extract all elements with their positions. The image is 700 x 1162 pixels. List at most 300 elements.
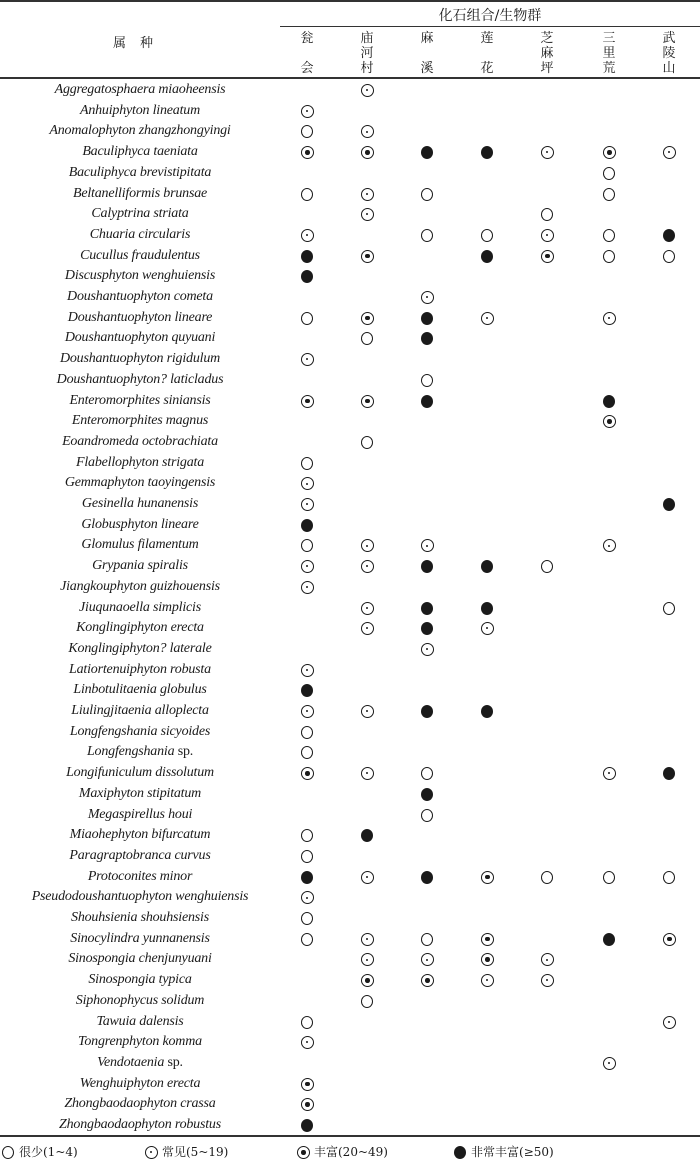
table-row — [0, 163, 700, 184]
table-row — [0, 660, 700, 681]
table-row — [0, 411, 700, 432]
taxon-name — [0, 908, 280, 928]
taxon-name-text: Flabellophyton strigata — [75, 454, 204, 470]
dot-circle-icon — [421, 291, 434, 304]
table-row — [0, 701, 700, 722]
taxon-name — [0, 825, 280, 845]
table-row — [0, 287, 700, 308]
taxon-name — [0, 432, 280, 452]
bullseye-circle-icon — [481, 953, 494, 966]
dot-circle-icon — [603, 539, 616, 552]
bullseye-circle-icon — [301, 146, 314, 159]
taxon-name — [0, 163, 280, 183]
dot-circle-icon — [603, 1057, 616, 1070]
abundance-legend — [0, 1143, 700, 1161]
legend-label: 丰富(20~49) — [314, 1145, 388, 1159]
taxon-name-text: Anomalophyton zhangzhongyingi — [49, 123, 231, 139]
dot-circle-icon — [301, 891, 314, 904]
filled-circle-icon — [663, 767, 675, 780]
taxon-name — [0, 639, 280, 659]
taxon-name — [0, 660, 280, 680]
bullseye-circle-icon — [361, 146, 374, 159]
dot-circle-icon — [361, 767, 374, 780]
open-circle-icon — [2, 1146, 14, 1159]
taxon-name — [0, 742, 280, 762]
dot-circle-icon — [301, 1036, 314, 1049]
table-row — [0, 80, 700, 101]
table-row — [0, 370, 700, 391]
taxon-name-text: Baculiphyca brevistipitata — [68, 164, 212, 180]
taxon-name-text: Doushantuophyton? laticladus — [56, 371, 224, 387]
bullseye-circle-icon — [481, 871, 494, 884]
filled-circle-icon — [421, 871, 433, 884]
table-row — [0, 784, 700, 805]
taxon-name — [0, 1032, 280, 1052]
legend-label: 非常丰富(≥50) — [471, 1145, 554, 1159]
filled-circle-icon — [301, 871, 313, 884]
table-row — [0, 142, 700, 163]
taxon-name — [0, 722, 280, 742]
column-header-char: 荒 — [602, 61, 616, 76]
bullseye-circle-icon — [297, 1146, 310, 1159]
dot-circle-icon — [541, 953, 554, 966]
table-row — [0, 266, 700, 287]
taxon-name — [0, 494, 280, 514]
table-top-rule — [0, 0, 700, 2]
column-header-char: 村 — [360, 61, 374, 76]
taxon-name — [0, 556, 280, 576]
open-circle-icon — [421, 767, 433, 780]
taxon-name — [0, 287, 280, 307]
dot-circle-icon — [145, 1146, 158, 1159]
open-circle-icon — [301, 829, 313, 842]
table-row — [0, 722, 700, 743]
taxon-name — [0, 515, 280, 535]
taxon-name — [0, 805, 280, 825]
taxon-name-text: Glomulus filamentum — [81, 537, 199, 553]
filled-circle-icon — [421, 395, 433, 408]
open-circle-icon — [301, 726, 313, 739]
column-header-lianhua — [477, 31, 497, 76]
table-bottom-rule — [0, 1135, 700, 1137]
table-row — [0, 846, 700, 867]
taxon-suffix: sp. — [164, 1054, 183, 1070]
table-row — [0, 742, 700, 763]
open-circle-icon — [301, 933, 313, 946]
taxon-name-text: Chuaria circularis — [89, 226, 191, 242]
open-circle-icon — [541, 208, 553, 221]
table-row — [0, 598, 700, 619]
taxon-name — [0, 846, 280, 866]
bullseye-circle-icon — [301, 767, 314, 780]
taxon-name-text: Longfengshania sicyoides — [69, 723, 211, 739]
taxon-name-text: Longifuniculum dissolutum — [66, 765, 214, 781]
taxon-name-text: Liulingjitaenia alloplecta — [71, 703, 209, 718]
dot-circle-icon — [361, 560, 374, 573]
filled-circle-icon — [301, 1119, 313, 1132]
table-row — [0, 101, 700, 122]
filled-circle-icon — [481, 250, 493, 263]
dot-circle-icon — [421, 643, 434, 656]
taxon-name — [0, 784, 280, 804]
bullseye-circle-icon — [481, 933, 494, 946]
open-circle-icon — [603, 250, 615, 263]
open-circle-icon — [361, 995, 373, 1008]
column-header-char: 坪 — [540, 61, 554, 76]
taxon-name — [0, 1074, 280, 1094]
open-circle-icon — [301, 312, 313, 325]
taxon-name-text: Anhuiphyton lineatum — [79, 102, 201, 118]
bullseye-circle-icon — [361, 395, 374, 408]
filled-circle-icon — [481, 602, 493, 615]
filled-circle-icon — [301, 250, 313, 263]
taxon-name — [0, 535, 280, 555]
dot-circle-icon — [663, 1016, 676, 1029]
taxon-name — [0, 121, 280, 141]
taxon-name-text: Doushantuophyton quyuani — [64, 330, 216, 346]
taxon-name — [0, 308, 280, 328]
table-row — [0, 577, 700, 598]
column-header-char: 芝 — [540, 31, 554, 46]
column-header-char: 三 — [602, 31, 616, 46]
taxon-name-text: Konglingiphyton? laterale — [68, 640, 212, 656]
column-header-char: 溪 — [420, 61, 434, 76]
taxon-name-text: Baculiphyca taeniata — [82, 144, 198, 160]
open-circle-icon — [361, 332, 373, 345]
open-circle-icon — [421, 229, 433, 242]
table-row — [0, 1094, 700, 1115]
taxon-name — [0, 80, 280, 100]
taxon-name-text: Pseudodoushantuophyton wenghuiensis — [31, 889, 249, 905]
dot-circle-icon — [481, 974, 494, 987]
taxon-name-text: Longfengshania — [86, 744, 175, 760]
open-circle-icon — [301, 539, 313, 552]
dot-circle-icon — [421, 953, 434, 966]
table-row — [0, 908, 700, 929]
bullseye-circle-icon — [541, 250, 554, 263]
bullseye-circle-icon — [301, 1098, 314, 1111]
table-row — [0, 618, 700, 639]
legend-label: 很少(1~4) — [19, 1145, 78, 1159]
open-circle-icon — [421, 809, 433, 822]
taxon-name — [0, 453, 280, 473]
column-header-char: 莲 — [480, 31, 494, 46]
column-header-char: 河 — [360, 46, 374, 61]
table-row — [0, 556, 700, 577]
filled-circle-icon — [421, 560, 433, 573]
filled-circle-icon — [361, 829, 373, 842]
dot-circle-icon — [301, 353, 314, 366]
open-circle-icon — [663, 250, 675, 263]
taxon-name — [0, 473, 280, 493]
taxon-name — [0, 598, 280, 618]
dot-circle-icon — [541, 146, 554, 159]
table-row — [0, 184, 700, 205]
taxon-name — [0, 391, 280, 411]
open-circle-icon — [421, 933, 433, 946]
table-row — [0, 515, 700, 536]
taxon-name-text: Discusphyton wenghuiensis — [64, 268, 216, 284]
taxon-suffix: sp. — [174, 744, 194, 760]
table-row — [0, 970, 700, 991]
dot-circle-icon — [361, 953, 374, 966]
dot-circle-icon — [481, 622, 494, 635]
taxon-name — [0, 929, 280, 949]
column-header-sanlihuang — [599, 31, 619, 76]
group-header-rule — [280, 26, 700, 27]
taxon-name-text: Tongrenphyton komma — [78, 1034, 202, 1050]
open-circle-icon — [481, 229, 493, 242]
taxon-name — [0, 970, 280, 990]
column-header-miaohe — [357, 31, 377, 76]
bullseye-circle-icon — [603, 146, 616, 159]
taxon-name-text: Aggregatosphaera miaoheensis — [54, 82, 226, 97]
filled-circle-icon — [481, 146, 493, 159]
dot-circle-icon — [361, 188, 374, 201]
taxon-name-text: Maxiphyton stipitatum — [78, 785, 202, 801]
taxon-name — [0, 184, 280, 204]
taxon-name-text: Linbotulitaenia globulus — [73, 682, 207, 698]
column-header-char: 里 — [602, 46, 616, 61]
table-row — [0, 887, 700, 908]
taxon-name-text: Eoandromeda octobrachiata — [62, 433, 218, 449]
open-circle-icon — [301, 912, 313, 925]
open-circle-icon — [663, 871, 675, 884]
table-row — [0, 121, 700, 142]
filled-circle-icon — [663, 498, 675, 511]
taxon-name-text: Tawuia dalensis — [96, 1013, 184, 1029]
filled-circle-icon — [301, 519, 313, 532]
filled-circle-icon — [481, 560, 493, 573]
taxon-name-text: Cucullus fraudulentus — [80, 247, 200, 263]
open-circle-icon — [301, 188, 313, 201]
fossil-assemblage-header: 化石组合/生物群 — [438, 8, 542, 24]
taxon-name-text: Megaspirellus houi — [87, 806, 193, 822]
dot-circle-icon — [301, 105, 314, 118]
filled-circle-icon — [454, 1146, 466, 1159]
taxon-name — [0, 246, 280, 266]
dot-circle-icon — [361, 602, 374, 615]
column-header-char: 山 — [662, 61, 676, 76]
taxon-name — [0, 328, 280, 348]
dot-circle-icon — [421, 539, 434, 552]
table-row — [0, 1032, 700, 1053]
filled-circle-icon — [603, 933, 615, 946]
dot-circle-icon — [301, 581, 314, 594]
table-row — [0, 949, 700, 970]
filled-circle-icon — [421, 602, 433, 615]
table-row — [0, 680, 700, 701]
taxon-name-text: Doushantuophyton cometa — [67, 289, 213, 304]
column-header-char: 麻 — [540, 46, 554, 61]
filled-circle-icon — [481, 705, 493, 718]
filled-circle-icon — [421, 788, 433, 801]
taxon-name — [0, 867, 280, 887]
dot-circle-icon — [361, 125, 374, 138]
open-circle-icon — [421, 188, 433, 201]
filled-circle-icon — [421, 705, 433, 718]
table-row — [0, 639, 700, 660]
table-row — [0, 1012, 700, 1033]
taxon-name — [0, 204, 280, 224]
taxon-name-text: Vendotaenia — [97, 1054, 165, 1070]
taxon-name-text: Miaohephyton bifurcatum — [69, 827, 211, 843]
dot-circle-icon — [361, 705, 374, 718]
taxon-name-text: Beltanelliformis brunsae — [72, 185, 208, 201]
open-circle-icon — [603, 229, 615, 242]
column-header-char: 麻 — [420, 31, 434, 46]
taxon-name — [0, 1094, 280, 1114]
taxon-name — [0, 370, 280, 390]
taxon-name — [0, 142, 280, 162]
bullseye-circle-icon — [361, 312, 374, 325]
header-bottom-rule — [0, 77, 700, 79]
taxon-name-text: Enteromorphites magnus — [71, 413, 209, 429]
taxon-name-text: Calyptrina striata — [91, 206, 189, 222]
taxon-name-text: Globusphyton lineare — [81, 516, 199, 532]
taxon-name — [0, 577, 280, 597]
taxon-name — [0, 991, 280, 1011]
table-row — [0, 805, 700, 826]
taxon-name-text: Siphonophycus solidum — [75, 992, 205, 1008]
column-header-maxi — [417, 31, 437, 76]
dot-circle-icon — [301, 705, 314, 718]
taxon-name-text: Sinocylindra yunnanensis — [70, 930, 210, 946]
taxon-name — [0, 349, 280, 369]
taxon-name — [0, 680, 280, 700]
table-row — [0, 432, 700, 453]
dot-circle-icon — [361, 208, 374, 221]
open-circle-icon — [361, 436, 373, 449]
dot-circle-icon — [361, 933, 374, 946]
taxon-name-text: Jiangkouphyton guizhouensis — [60, 578, 220, 594]
taxon-name-text: Sinospongia chenjunyuani — [68, 951, 212, 967]
dot-circle-icon — [541, 229, 554, 242]
table-row — [0, 391, 700, 412]
column-header-char: 陵 — [662, 46, 676, 61]
column-header-wenghui — [297, 31, 317, 76]
taxon-name — [0, 225, 280, 245]
taxon-name-text: Enteromorphites siniansis — [69, 392, 211, 408]
bullseye-circle-icon — [361, 250, 374, 263]
filled-circle-icon — [301, 684, 313, 697]
table-row — [0, 825, 700, 846]
taxon-name-text: Zhongbaodaophyton crassa — [64, 1096, 216, 1112]
table-row — [0, 246, 700, 267]
open-circle-icon — [663, 602, 675, 615]
taxon-column-header: 属种 — [112, 36, 167, 51]
bullseye-circle-icon — [301, 395, 314, 408]
open-circle-icon — [603, 871, 615, 884]
taxon-name-text: Gesinella hunanensis — [81, 496, 199, 511]
filled-circle-icon — [421, 312, 433, 325]
open-circle-icon — [301, 1016, 313, 1029]
open-circle-icon — [301, 746, 313, 759]
taxon-name — [0, 411, 280, 431]
filled-circle-icon — [421, 146, 433, 159]
dot-circle-icon — [361, 539, 374, 552]
taxon-name-text: Doushantuophyton lineare — [67, 309, 213, 325]
table-row — [0, 204, 700, 225]
table-row — [0, 535, 700, 556]
table-row — [0, 473, 700, 494]
dot-circle-icon — [541, 974, 554, 987]
open-circle-icon — [603, 167, 615, 180]
taxon-name-text: Sinospongia typica — [88, 972, 192, 988]
table-row — [0, 991, 700, 1012]
dot-circle-icon — [301, 664, 314, 677]
filled-circle-icon — [421, 622, 433, 635]
dot-circle-icon — [481, 312, 494, 325]
taxon-name-text: Grypania spiralis — [92, 558, 188, 574]
taxon-name — [0, 763, 280, 783]
bullseye-circle-icon — [421, 974, 434, 987]
taxon-name-text: Konglingiphyton erecta — [76, 620, 204, 636]
taxon-name-text: Paragraptobranca curvus — [69, 847, 211, 863]
bullseye-circle-icon — [603, 415, 616, 428]
dot-circle-icon — [301, 560, 314, 573]
taxon-name — [0, 1053, 280, 1073]
column-header-char: 会 — [300, 61, 314, 76]
taxon-name-text: Shouhsienia shouhsiensis — [71, 910, 209, 925]
column-header-char: 花 — [480, 61, 494, 76]
open-circle-icon — [301, 125, 313, 138]
table-row — [0, 1115, 700, 1136]
taxon-name-text: Latiortenuiphyton robusta — [69, 661, 211, 677]
column-header-char: 瓮 — [300, 31, 314, 46]
column-header-wulingshan — [659, 31, 679, 76]
dot-circle-icon — [301, 229, 314, 242]
taxon-name — [0, 1012, 280, 1032]
bullseye-circle-icon — [663, 933, 676, 946]
dot-circle-icon — [361, 871, 374, 884]
taxon-name — [0, 618, 280, 638]
legend-label: 常见(5~19) — [162, 1145, 229, 1159]
taxon-name — [0, 701, 280, 721]
table-row — [0, 308, 700, 329]
table-row — [0, 349, 700, 370]
table-row — [0, 1053, 700, 1074]
taxon-name-text: Zhongbaodaophyton robustus — [59, 1117, 221, 1132]
dot-circle-icon — [603, 312, 616, 325]
open-circle-icon — [301, 850, 313, 863]
dot-circle-icon — [603, 767, 616, 780]
taxon-name — [0, 1115, 280, 1135]
table-row — [0, 494, 700, 515]
bullseye-circle-icon — [301, 1078, 314, 1091]
taxon-name — [0, 266, 280, 286]
table-row — [0, 453, 700, 474]
bullseye-circle-icon — [361, 974, 374, 987]
open-circle-icon — [541, 871, 553, 884]
column-header-char: 庙 — [360, 31, 374, 46]
taxon-name-text: Jiuqunaoella simplicis — [79, 599, 201, 615]
filled-circle-icon — [421, 332, 433, 345]
open-circle-icon — [541, 560, 553, 573]
table-row — [0, 225, 700, 246]
open-circle-icon — [301, 457, 313, 470]
taxon-name-text: Wenghuiphyton erecta — [79, 1075, 201, 1091]
taxon-name — [0, 101, 280, 121]
dot-circle-icon — [301, 477, 314, 490]
filled-circle-icon — [663, 229, 675, 242]
table-row — [0, 867, 700, 888]
open-circle-icon — [421, 374, 433, 387]
column-header-zhimaping — [537, 31, 557, 76]
taxon-name — [0, 949, 280, 969]
open-circle-icon — [603, 188, 615, 201]
filled-circle-icon — [603, 395, 615, 408]
